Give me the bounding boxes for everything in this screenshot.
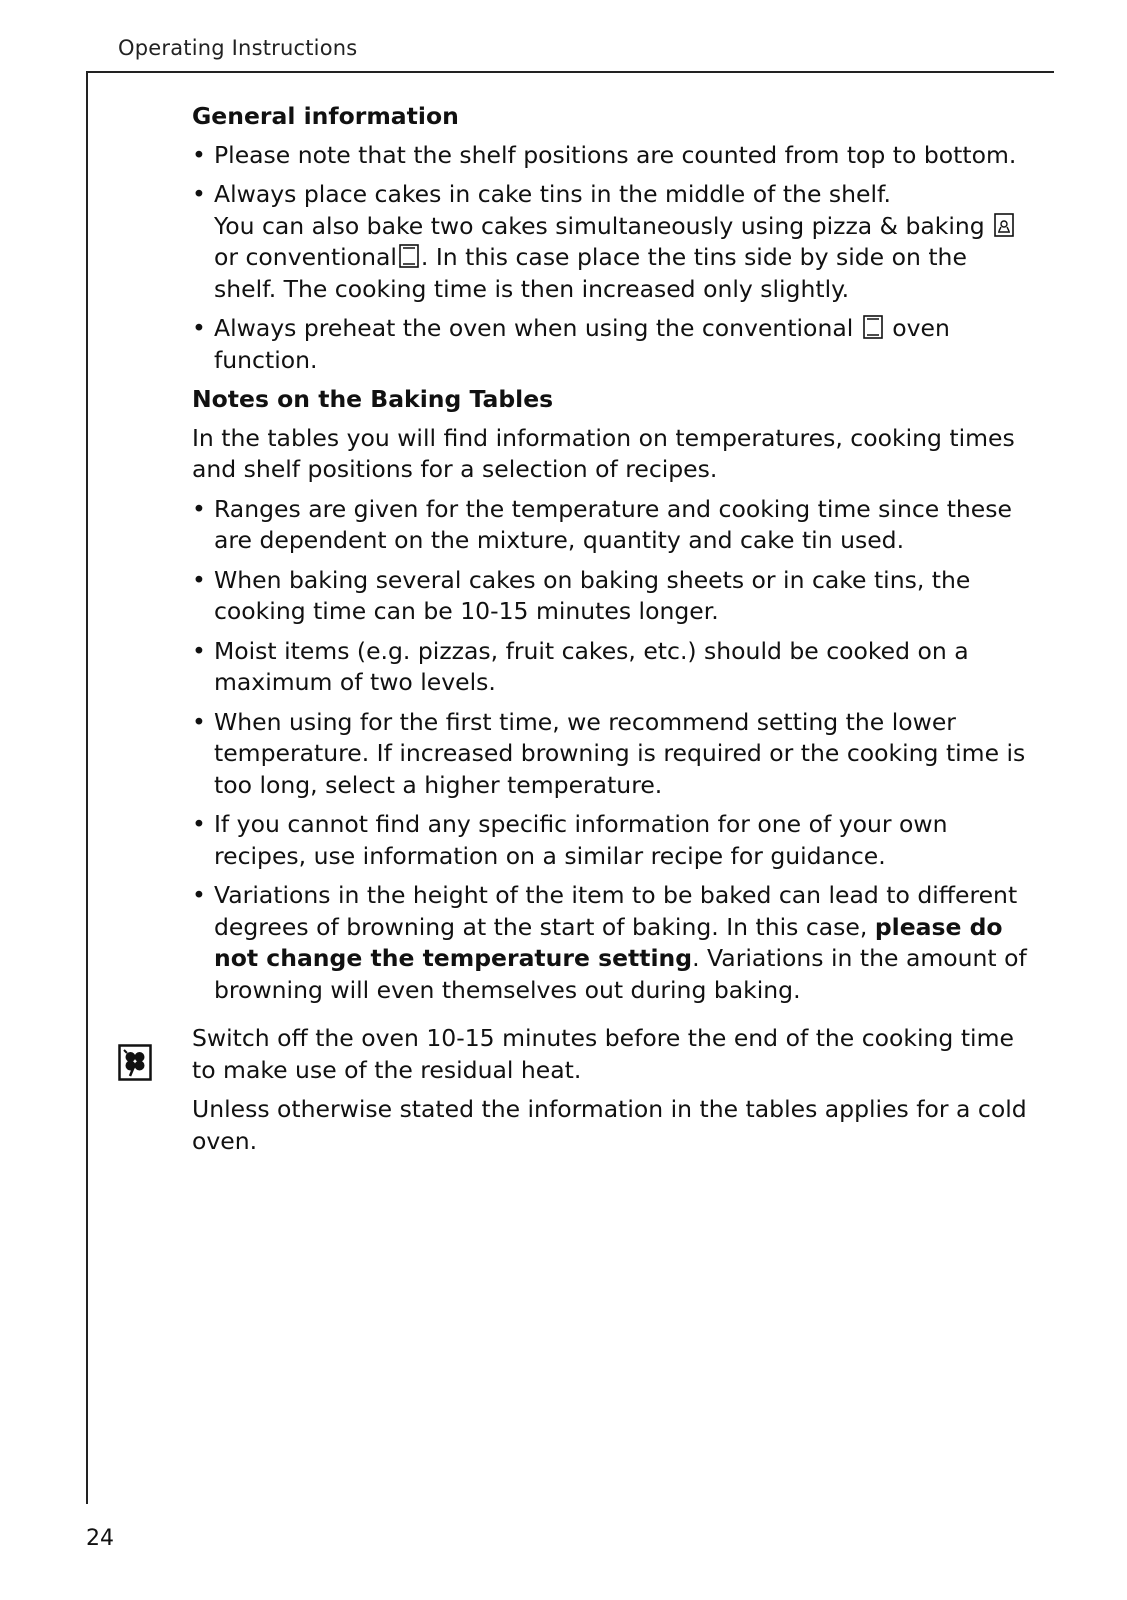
tip-text: Switch off the oven 10-15 minutes before the end of the cooking time to make use of the residual heat.: [192, 1024, 1014, 1084]
general-list: [192, 140, 1028, 377]
list-item: • Moist items (e.g. pizzas, fruit cakes, etc.) should be cooked on a maximum of two levels.: [192, 636, 1028, 699]
emphasis-text: please do not change the temperature setting: [214, 912, 1003, 972]
header-rule: [86, 71, 1054, 73]
header-title: Operating Instructions: [118, 36, 358, 60]
margin-rule: [86, 71, 88, 1504]
notes-intro: In the tables you will find information on temperatures, cooking times and shelf positions for a selection of recipes.: [192, 423, 1015, 483]
section-heading-general: General information: [192, 102, 459, 130]
list-item: • If you cannot find any specific information for one of your own recipes, use information on a similar recipe for guidance.: [192, 809, 1028, 872]
closing-text: Unless otherwise stated the information in the tables applies for a cold oven.: [192, 1095, 1027, 1155]
list-item: • Please note that the shelf positions are counted from top to bottom.: [192, 140, 1028, 172]
list-item: • Ranges are given for the temperature and cooking time since these are dependent on the mixture, quantity and cake tin used.: [192, 494, 1028, 557]
main-content: [192, 101, 1028, 1165]
list-item: • Always preheat the oven when using the conventional oven function.: [192, 313, 1028, 376]
pizza-baking-icon: [994, 213, 1014, 237]
list-item: • When using for the first time, we recommend setting the lower temperature. If increased browning is required or the cooking time is too long, select a higher temperature.: [192, 707, 1028, 802]
list-item: • When baking several cakes on baking sheets or in cake tins, the cooking time can be 10-15 minutes longer.: [192, 565, 1028, 628]
page-number: 24: [86, 1526, 114, 1551]
tip-block: [192, 1023, 1028, 1157]
conventional-icon: [863, 315, 883, 339]
list-item: • Variations in the height of the item to be baked can lead to different degrees of browning at the start of baking. In this case, please do not change the temperature setting. Variations in the amount of browning will even themselves out during baking.: [192, 880, 1028, 1006]
section-heading-notes: Notes on the Baking Tables: [192, 385, 554, 413]
list-item: • Always place cakes in cake tins in the middle of the shelf. You can also bake two cakes simultaneously using pizza & baking or conventional . In this case place the tins side by side on the shelf. The cooking time is then increased only slightly.: [192, 179, 1028, 305]
notes-list: [192, 494, 1028, 1007]
conventional-icon: [399, 244, 419, 268]
clover-icon: [118, 1044, 152, 1081]
